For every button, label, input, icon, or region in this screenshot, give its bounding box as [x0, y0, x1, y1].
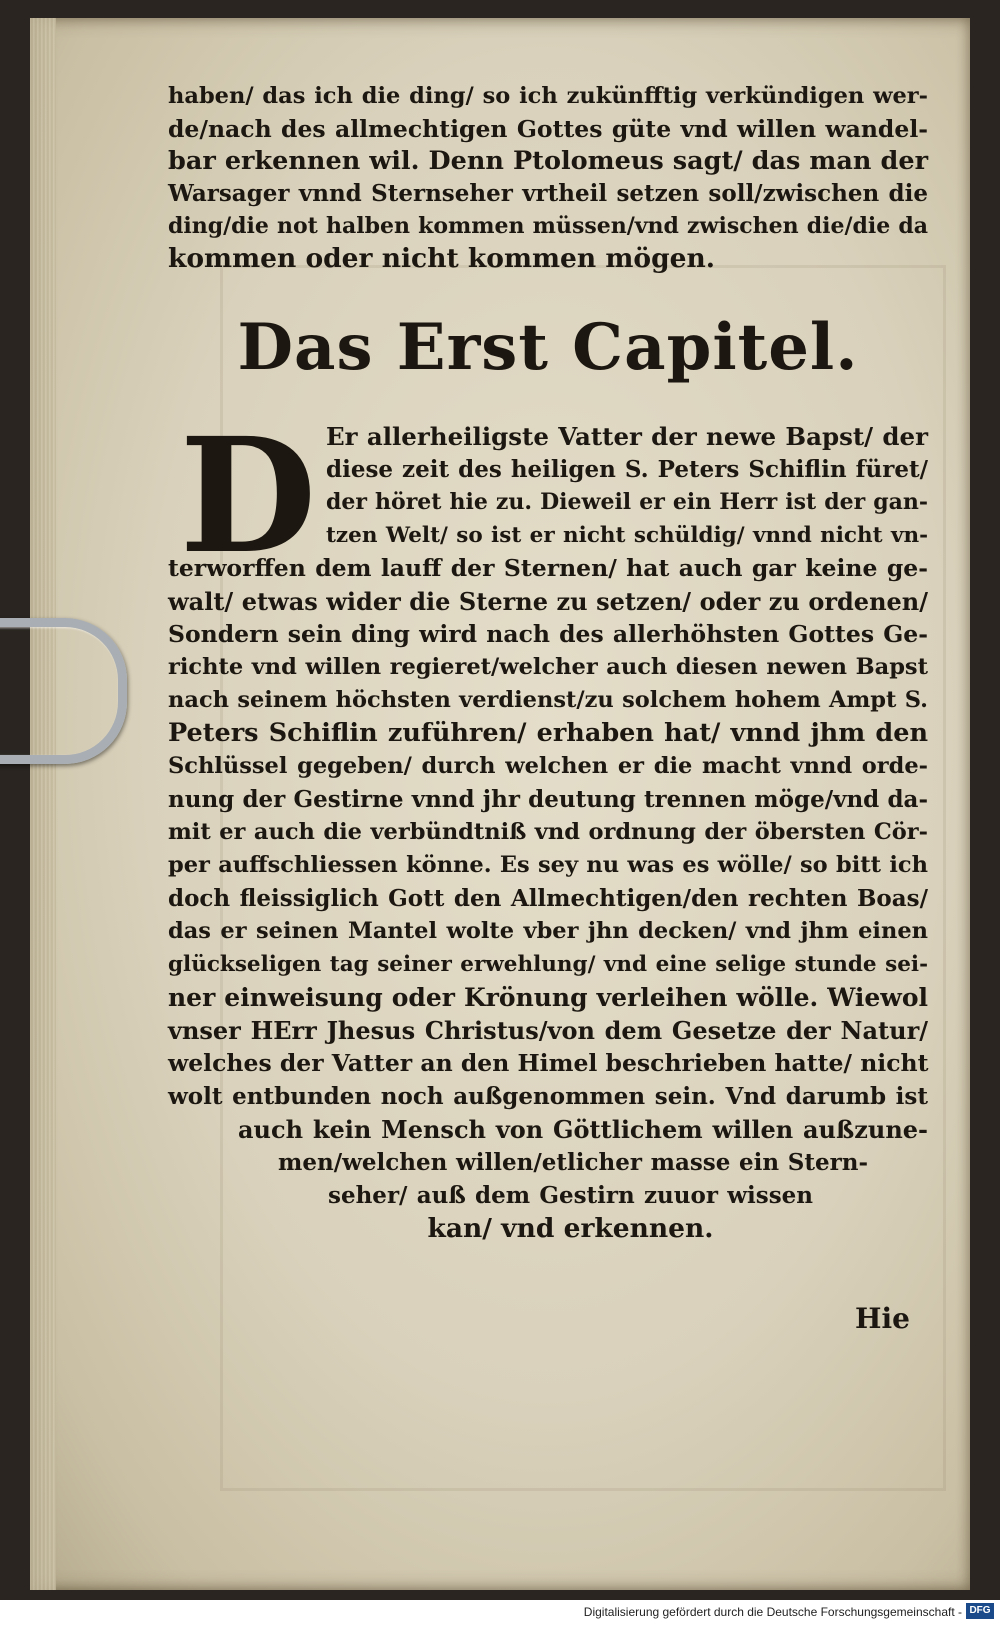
paper-clip: [0, 618, 127, 764]
text-line: Peters Schiflin zuführen/ erhaben hat/ vnnd jhm den: [168, 718, 928, 748]
text-line: nung der Gestirne vnnd jhr deutung trennen möge/vnd da-: [168, 786, 928, 813]
text-line: auch kein Mensch von Göttlichem willen außzune-: [238, 1115, 928, 1144]
text-line: tzen Welt/ so ist er nicht schüldig/ vnnd nicht vn-: [326, 523, 928, 548]
page-edges: [30, 18, 56, 1590]
text-line: Er allerheiligste Vatter der newe Bapst/ der: [326, 422, 928, 451]
text-line: Warsager vnnd Sternseher vrtheil setzen soll/zwischen die: [168, 179, 928, 207]
text-line: richte vnd willen regieret/welcher auch diesen newen Bapst: [168, 654, 928, 680]
text-line: das er seinen Mantel wolte vber jhn decken/ vnd jhm einen: [168, 918, 928, 944]
text-line: walt/ etwas wider die Sterne zu setzen/ oder zu ordenen/: [168, 587, 928, 616]
text-line: haben/ das ich die ding/ so ich zukünfftig verkündigen wer-: [168, 83, 928, 109]
text-line: seher/ auß dem Gestirn zuuor wissen: [328, 1182, 813, 1209]
text-line: doch fleissiglich Gott den Allmechtigen/den rechten Boas/: [168, 885, 928, 912]
text-line: welches der Vatter an den Himel beschrieben hatte/ nicht: [168, 1049, 929, 1077]
drop-capital: D: [179, 404, 317, 589]
text-line: de/nach des allmechtigen Gottes güte vnd willen wandel-: [168, 114, 928, 143]
text-line: Schlüssel gegeben/ durch welchen er die macht vnnd orde-: [168, 753, 928, 779]
chapter-body: [168, 404, 929, 1245]
text-line: wolt entbunden noch außgenommen sein. Vnd darumb ist: [168, 1083, 928, 1110]
chapter-heading: Das Erst Capitel.: [237, 310, 859, 385]
text-line: nach seinem höchsten verdienst/zu solchem hohem Ampt S.: [168, 687, 928, 713]
text-line: mit er auch die verbündtniß vnd ordnung der öbersten Cör-: [168, 819, 928, 845]
text-line: bar erkennen wil. Denn Ptolomeus sagt/ das man der: [168, 146, 928, 176]
text-line: ner einweisung oder Krönung verleihen wölle. Wiewol: [168, 983, 928, 1012]
intro-paragraph: [168, 80, 928, 275]
catchword: Hie: [855, 1302, 910, 1335]
text-line: glückseligen tag seiner erwehlung/ vnd eine selige stunde sei-: [168, 952, 928, 977]
text-line: Sondern sein ding wird nach des allerhöhsten Gottes Ge-: [168, 620, 928, 648]
text-line: der höret hie zu. Dieweil er ein Herr ist der gan-: [326, 489, 928, 515]
digitization-credit: Digitalisierung gefördert durch die Deutsche Forschungsgemeinschaft -: [583, 1605, 962, 1619]
text-line: kommen oder nicht kommen mögen.: [168, 242, 715, 274]
text-line: diese zeit des heiligen S. Peters Schiflin füret/: [326, 456, 928, 483]
dfg-logo: DFG: [966, 1603, 994, 1619]
text-line: ding/die not halben kommen müssen/vnd zwischen die/die da: [168, 213, 928, 239]
text-line: per auffschliessen könne. Es sey nu was es wölle/ so bitt ich: [168, 852, 928, 878]
text-line: men/welchen willen/etlicher masse ein Stern-: [278, 1149, 868, 1176]
text-line: terworffen dem lauff der Sternen/ hat auch gar keine ge-: [168, 554, 928, 582]
text-line: kan/ vnd erkennen.: [427, 1213, 714, 1244]
text-line: vnser HErr Jhesus Christus/von dem Gesetze der Natur/: [168, 1016, 928, 1045]
